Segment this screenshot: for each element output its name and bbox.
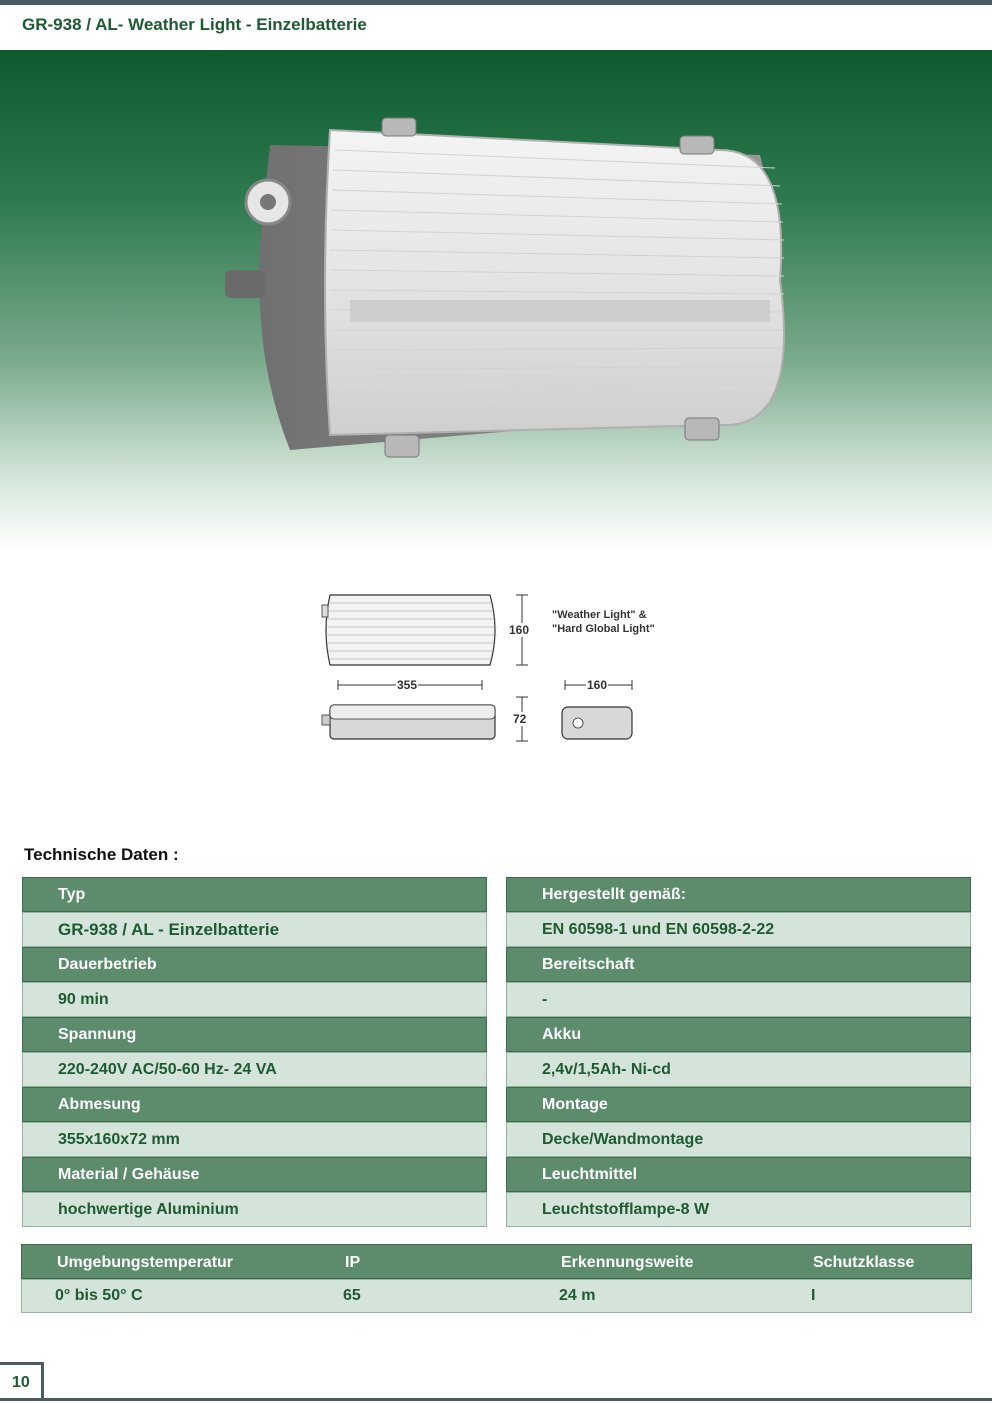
bottom-header-schutzklasse: Schutzklasse <box>813 1254 915 1271</box>
spec-label-hergestellt: Hergestellt gemäß: <box>506 877 971 912</box>
spec-value-typ: GR-938 / AL - Einzelbatterie <box>22 912 487 947</box>
page-number: 10 <box>12 1374 30 1391</box>
drawing-caption <box>552 608 655 636</box>
spec-value-material: hochwertige Aluminium <box>22 1192 487 1227</box>
spec-label-bereitschaft: Bereitschaft <box>506 947 971 982</box>
specs-right-column <box>506 877 971 1227</box>
bottom-value-ip: 65 <box>343 1287 361 1304</box>
bottom-table-value-row <box>21 1279 972 1313</box>
page-title: GR-938 / AL- Weather Light - Einzelbatterie <box>22 15 367 34</box>
spec-value-akku: 2,4v/1,5Ah- Ni-cd <box>506 1052 971 1087</box>
spec-label-spannung: Spannung <box>22 1017 487 1052</box>
footer-rule <box>0 1398 992 1401</box>
product-photo-area <box>0 50 992 550</box>
bottom-table-header-row <box>21 1244 972 1279</box>
spec-value-leuchtmittel: Leuchtstofflampe-8 W <box>506 1192 971 1227</box>
dim-height-label: 160 <box>509 623 530 637</box>
spec-value-montage: Decke/Wandmontage <box>506 1122 971 1157</box>
spec-value-abmesung: 355x160x72 mm <box>22 1122 487 1157</box>
spec-label-abmesung: Abmesung <box>22 1087 487 1122</box>
dim-depth-label: 72 <box>513 712 527 726</box>
spec-value-spannung: 220-240V AC/50-60 Hz- 24 VA <box>22 1052 487 1087</box>
drawing-caption-line2: "Hard Global Light" <box>552 623 655 635</box>
dimension-drawing <box>300 575 680 755</box>
specs-left-column <box>22 877 487 1227</box>
product-photo <box>0 50 992 550</box>
dim-width-label: 160 <box>587 678 608 692</box>
bottom-value-erkennungsweite: 24 m <box>559 1287 596 1304</box>
dimension-drawing-lines <box>300 575 680 755</box>
spec-label-typ: Typ <box>22 877 487 912</box>
dim-length-label: 355 <box>397 678 418 692</box>
spec-label-akku: Akku <box>506 1017 971 1052</box>
bottom-value-temperatur: 0° bis 50° C <box>55 1287 143 1304</box>
specs-title: Technische Daten : <box>24 845 179 864</box>
spec-label-material: Material / Gehäuse <box>22 1157 487 1192</box>
spec-label-dauerbetrieb: Dauerbetrieb <box>22 947 487 982</box>
bottom-header-temperatur: Umgebungstemperatur <box>57 1254 234 1271</box>
spec-label-montage: Montage <box>506 1087 971 1122</box>
spec-value-hergestellt: EN 60598-1 und EN 60598-2-22 <box>506 912 971 947</box>
spec-label-leuchtmittel: Leuchtmittel <box>506 1157 971 1192</box>
spec-value-bereitschaft: - <box>506 982 971 1017</box>
bottom-header-ip: IP <box>345 1254 361 1271</box>
drawing-caption-line1: "Weather Light" & <box>552 609 647 621</box>
specs-bottom-table <box>21 1244 972 1313</box>
bottom-value-schutzklasse: I <box>811 1287 816 1304</box>
bottom-header-erkennungsweite: Erkennungsweite <box>561 1254 694 1271</box>
spec-value-dauerbetrieb: 90 min <box>22 982 487 1017</box>
top-rule <box>0 0 992 5</box>
